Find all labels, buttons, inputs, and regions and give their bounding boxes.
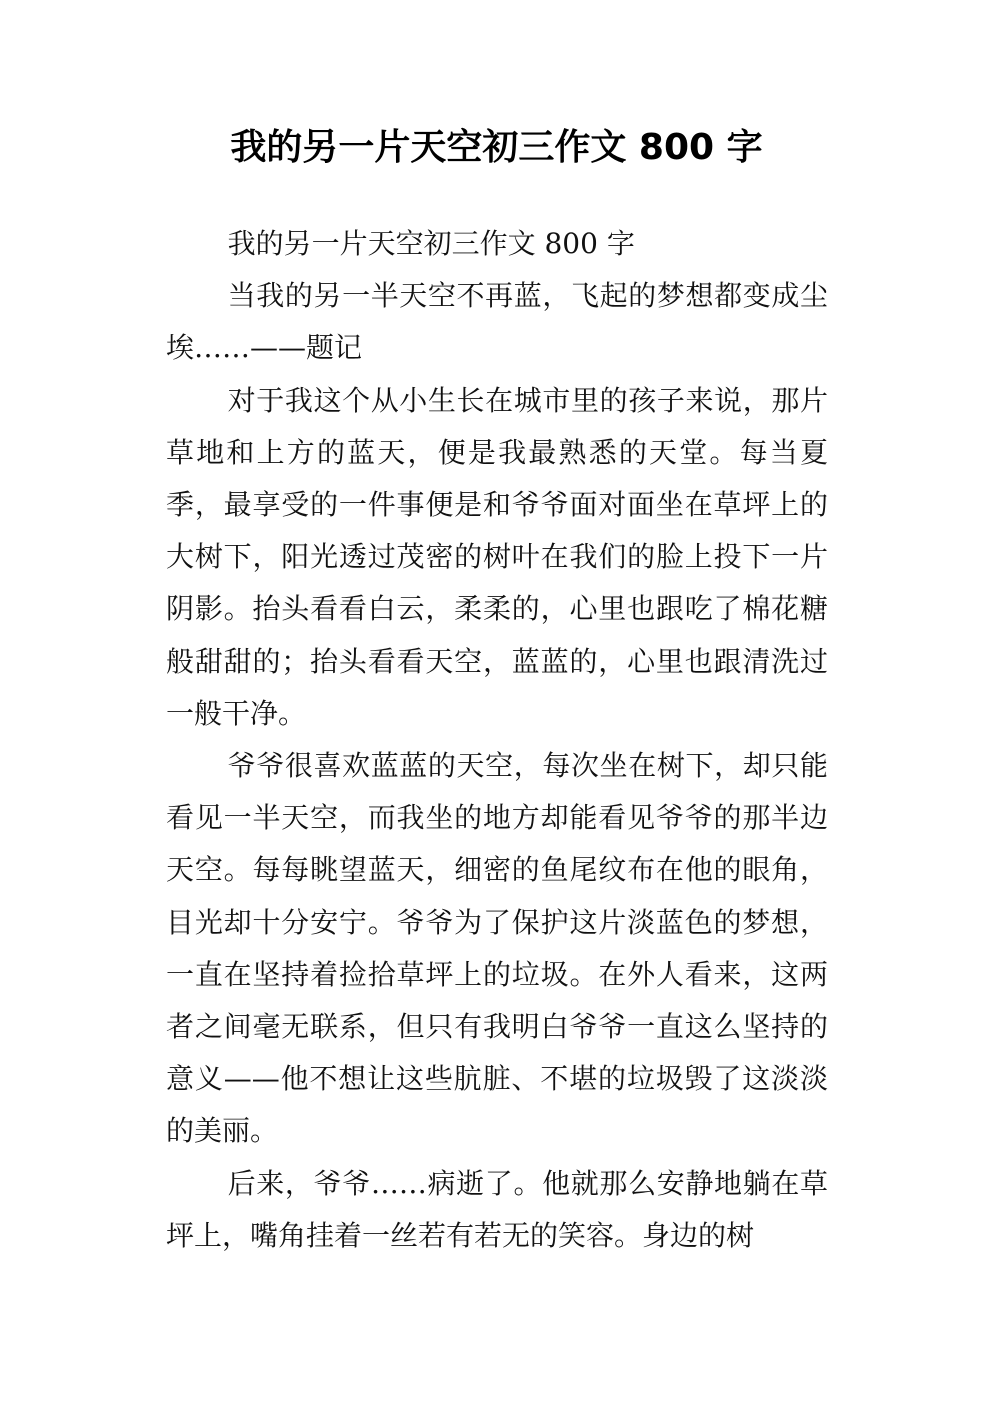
document-body [166, 218, 828, 1262]
paragraph-epigraph: 当我的另一半天空不再蓝，飞起的梦想都变成尘埃……——题记 [166, 279, 828, 365]
document-title: 我的另一片天空初三作文 800 字 [230, 127, 763, 168]
paragraph: 对于我这个从小生长在城市里的孩子来说，那片草地和上方的蓝天，便是我最熟悉的天堂。每当夏季，最享受的一件事便是和爷爷面对面坐在草坪上的大树下，阳光透过茂密的树叶在我们的脸上投下一片阴影。抬头看看白云，柔柔的，心里也跟吃了棉花糖般甜甜的；抬头看看天空，蓝蓝的，心里也跟清洗过一般干净。 [166, 383, 828, 730]
paragraph-heading: 我的另一片天空初三作文 800 字 [227, 227, 635, 260]
paragraph: 后来，爷爷……病逝了。他就那么安静地躺在草坪上，嘴角挂着一丝若有若无的笑容。身边的树 [166, 1166, 828, 1252]
paragraph: 爷爷很喜欢蓝蓝的天空，每次坐在树下，却只能看见一半天空，而我坐的地方却能看见爷爷的那半边天空。每每眺望蓝天，细密的鱼尾纹布在他的眼角，目光却十分安宁。爷爷为了保护这片淡蓝色的梦想，一直在坚持着捡拾草坪上的垃圾。在外人看来，这两者之间毫无联系，但只有我明白爷爷一直这么坚持的意义——他不想让这些肮脏、不堪的垃圾毁了这淡淡的美丽。 [166, 749, 828, 1148]
